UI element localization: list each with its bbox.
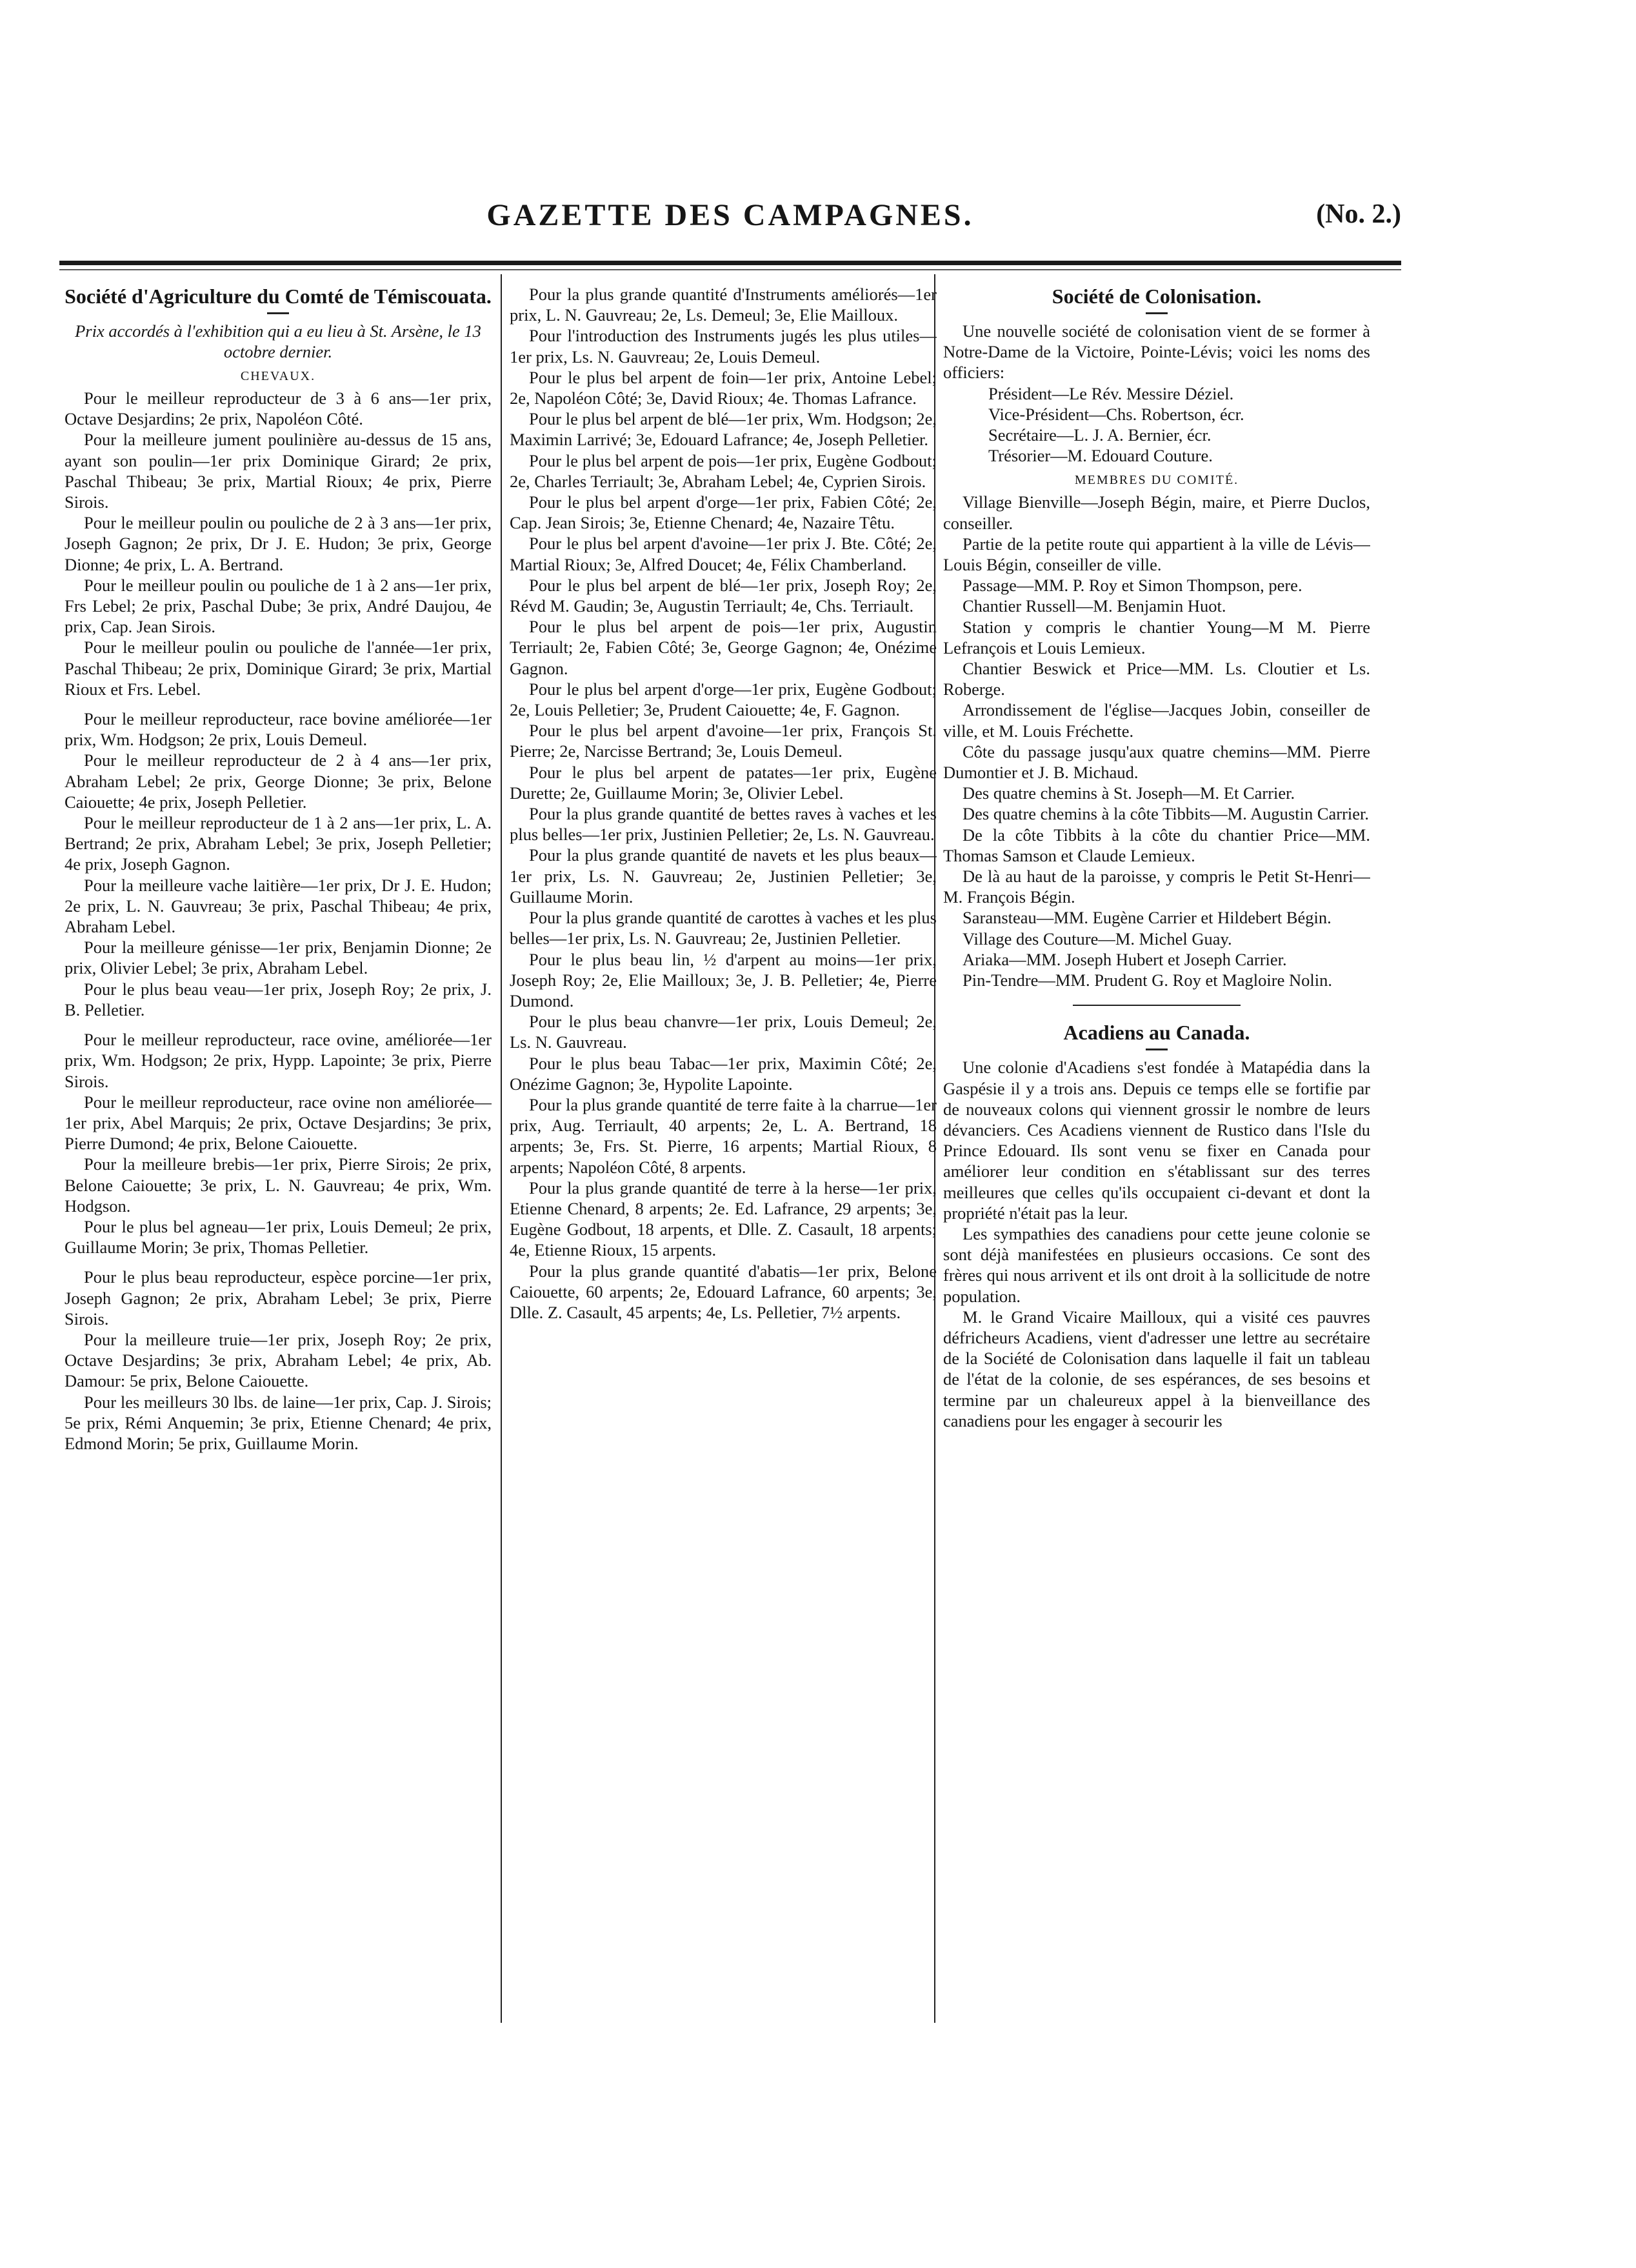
prize-paragraph: Pour la meilleure génisse—1er prix, Benjamin Dionne; 2e prix, Olivier Lebel; 3e prix, Abraham Lebel. [65,938,492,978]
committee-member: Saransteau—MM. Eugène Carrier et Hildebert Bégin. [963,908,1332,928]
prize-paragraph: Pour le plus bel arpent d'avoine—1er prix J. Bte. Côté; 2e, Martial Rioux; 3e, Alfred Doucet; 4e, Félix Chamberland. [510,534,937,574]
prize-paragraph: Pour la plus grande quantité de terre faite à la charrue—1er prix, Aug. Terriault, 40 arpents; 2e, L. A. Bertrand, 18 arpents; 3e, Frs. St. Pierre, 16 arpents; Martial Rioux, 8 arpents; Napoléon Côté, 8 arpents. [510,1094,937,1177]
prize-paragraph: Pour le plus bel arpent de patates—1er prix, Eugène Durette; 2e, Guillaume Morin; 3e, Olivier Lebel. [510,762,937,803]
committee-member: Arrondissement de l'église—Jacques Jobin, conseiller de ville, et M. Louis Fréchette. [943,700,1370,741]
prize-paragraph: Pour la meilleure brebis—1er prix, Pierre Sirois; 2e prix, Belone Caiouette; 3e prix, L. N. Gauvreau; 4e prix, Wm. Hodgson. [65,1154,492,1216]
prize-paragraph: Pour le plus bel arpent de blé—1er prix, Joseph Roy; 2e, Révd M. Gaudin; 3e, Augustin Terriault; 4e, Chs. Terriault. [510,575,937,616]
prize-paragraph: Pour l'introduction des Instruments jugés les plus utiles—1er prix, Ls. N. Gauvreau; 2e, Louis Demeul. [510,326,937,366]
committee-member: Village des Couture—M. Michel Guay. [963,928,1232,948]
prize-paragraph: Pour la plus grande quantité de carottes à vaches et les plus belles—1er prix, Ls. N. Gauvreau; 2e, Justinien Pelletier. [510,908,937,948]
committee-member: Station y compris le chantier Young—M M. Pierre Lefrançois et Louis Lemieux. [943,617,1370,657]
article-heading-agriculture: Société d'Agriculture du Comté de Témiscouata. [65,285,492,308]
masthead-rule-heavy [59,261,1401,265]
prize-paragraph: Pour le plus beau reproducteur, espèce porcine—1er prix, Joseph Gagnon; 2e prix, Abraham Lebel; 3e prix, Pierre Sirois. [65,1267,492,1329]
prize-paragraph: Pour le meilleur reproducteur de 3 à 6 ans—1er prix, Octave Desjardins; 2e prix, Napoléon Côté. [65,388,492,429]
article-heading-acadiens: Acadiens au Canada. [1063,1021,1250,1045]
column-divider-1 [501,274,502,2023]
heading-dash [267,312,289,314]
committee-member: Chantier Beswick et Price—MM. Ls. Cloutier et Ls. Roberge. [943,659,1370,699]
issue-number: (No. 2.) [1316,199,1401,229]
prize-paragraph: Pour le meilleur reproducteur de 2 à 4 ans—1er prix, Abraham Lebel; 2e prix, George Dionne; 3e prix, Belone Caiouette; 4e prix, Joseph Pelletier. [65,750,492,812]
prize-paragraph: Pour le meilleur poulin ou pouliche de 1 à 2 ans—1er prix, Frs Lebel; 2e prix, Paschal Dube; 3e prix, André Daujou, 4e prix, Cap. Jean Sirois. [65,575,492,637]
section-head-chevaux: CHEVAUX. [240,369,316,383]
heading-dash [1146,1049,1168,1050]
prize-paragraph: Pour la plus grande quantité d'Instruments améliorés—1er prix, L. N. Gauvreau; 2e, Ls. Demeul; 3e, Elie Mailloux. [510,285,937,325]
prize-paragraph: Pour le plus beau veau—1er prix, Joseph Roy; 2e prix, J. B. Pelletier. [65,979,492,1019]
prize-paragraph: Pour le plus beau lin, ½ d'arpent au moins—1er prix, Joseph Roy; 2e, Elie Mailloux; 3e, J. B. Pelletier; 4e, Pierre Dumond. [510,949,937,1010]
prize-paragraph: Pour le plus bel arpent d'orge—1er prix, Fabien Côté; 2e, Cap. Jean Sirois; 3e, Etienne Chenard; 4e, Nazaire Têtu. [510,492,937,533]
article-heading-colonisation: Société de Colonisation. [1052,285,1262,308]
prize-paragraph: Pour le meilleur reproducteur, race ovine, améliorée—1er prix, Wm. Hodgson; 2e prix, Hypp. Lapointe; 3e prix, Pierre Sirois. [65,1030,492,1091]
colonisation-intro: Une nouvelle société de colonisation vient de se former à Notre-Dame de la Victoire, Pointe-Lévis; voici les noms des officiers: [943,321,1370,383]
prize-paragraph: Pour la plus grande quantité de terre à la herse—1er prix, Etienne Chenard, 8 arpents; 2e. Ed. Lafrance, 29 arpents; 3e, Eugène Godbout, 18 arpents, et Dlle. Z. Casault, 18 arpents; 4e, Etienne Rioux, 15 arpents. [510,1178,937,1260]
committee-member: Chantier Russell—M. Benjamin Huot. [963,596,1226,616]
prize-paragraph: Pour le plus bel arpent d'orge—1er prix, Eugène Godbout; 2e, Louis Pelletier; 3e, Prudent Caiouette; 4e, F. Gagnon. [510,679,937,720]
masthead-rule-light [59,269,1401,270]
prize-paragraph: Pour la meilleure truie—1er prix, Joseph Roy; 2e prix, Octave Desjardins; 3e prix, Abraham Lebel; 4e prix, Ab. Damour: 5e prix, Belone Caiouette. [65,1329,492,1391]
committee-member: Pin-Tendre—MM. Prudent G. Roy et Magloire Nolin. [963,970,1332,990]
committee-member: De la côte Tibbits à la côte du chantier Price—MM. Thomas Samson et Claude Lemieux. [943,825,1370,865]
agriculture-prize-list [65,388,492,1454]
prize-paragraph: Pour la plus grande quantité d'abatis—1er prix, Belone Caiouette, 60 arpents; 2e, Edouard Lafrance, 60 arpents; 3e, Dlle. Z. Casault, 45 arpents; 4e, Ls. Pelletier, 7½ arpents. [510,1261,937,1322]
officer-line: Président—Le Rév. Messire Déziel. [988,383,1234,403]
heading-dash [1146,312,1168,314]
prize-paragraph: Pour les meilleurs 30 lbs. de laine—1er prix, Cap. J. Sirois; 5e prix, Rémi Anquemin; 3e prix, Etienne Chenard; 4e prix, Edmond Morin; 5e prix, Guillaume Morin. [65,1392,492,1453]
prize-paragraph: Pour le meilleur reproducteur de 1 à 2 ans—1er prix, L. A. Bertrand; 2e prix, Abraham Lebel; 3e prix, Joseph Pelletier; 4e prix, Joseph Gagnon. [65,813,492,874]
prize-paragraph: Pour le meilleur poulin ou pouliche de 2 à 3 ans—1er prix, Joseph Gagnon; 2e prix, Dr J. E. Hudon; 3e prix, George Dionne; 4e prix, L. A. Bertrand. [65,513,492,574]
committee-member: Côte du passage jusqu'aux quatre chemins—MM. Pierre Dumontier et J. B. Michaud. [943,741,1370,783]
committee-member: Partie de la petite route qui appartient à la ville de Lévis—Louis Bégin, conseiller de ville. [943,534,1370,575]
acadiens-paragraph: Les sympathies des canadiens pour cette jeune colonie se sont déjà manifestées en plusieurs occasions. Ce sont des frères qui nous arrivent et ils ont droit à la sollicitude de notre population. [943,1223,1370,1306]
prize-paragraph: Pour le meilleur reproducteur, race bovine améliorée—1er prix, Wm. Hodgson; 2e prix, Louis Demeul. [65,709,492,750]
prize-paragraph: Pour le meilleur poulin ou pouliche de l'année—1er prix, Paschal Thibeau; 2e prix, Dominique Girard; 3e prix, Martial Rioux et Frs. Lebel. [65,637,492,699]
acadiens-paragraph: Une colonie d'Acadiens s'est fondée à Matapédia dans la Gaspésie il y a trois ans. Depuis ce temps elle se fortifie par de nouveaux colons qui viennent grossir le nombre de leurs dévanciers. Ces Acadiens viennent de Rustico dans l'Isle du Prince Edouard. Ils sont venu se fixer en Canada pour améliorer leur condition en s'établissant sur des terres meilleures que celles qu'ils occupaient ci-devant et dont la propriété n'était pas la leur. [943,1058,1370,1223]
committee-member: Ariaka—MM. Joseph Hubert et Joseph Carrier. [963,949,1287,969]
officer-line: Vice-Président—Chs. Robertson, écr. [988,404,1244,424]
committee-member: Des quatre chemins à St. Joseph—M. Et Carrier. [963,783,1295,803]
prize-paragraph: Pour le plus beau Tabac—1er prix, Maximin Côté; 2e, Onézime Gagnon; 3e, Hypolite Lapointe. [510,1053,937,1094]
officer-line: Secrétaire—L. J. A. Bernier, écr. [988,425,1212,445]
prize-paragraph: Pour la meilleure jument poulinière au-dessus de 15 ans, ayant son poulin—1er prix Dominique Girard; 2e prix, Paschal Thibeau; 3e prix, Martial Rioux; 4e prix, Pierre Sirois. [65,430,492,512]
prize-paragraph: Pour le plus bel arpent de pois—1er prix, Eugène Godbout; 2e, Charles Terriault; 3e, Abraham Lebel; 4e, Cyprien Sirois. [510,450,937,491]
prize-paragraph: Pour le plus bel agneau—1er prix, Louis Demeul; 2e prix, Guillaume Morin; 3e prix, Thomas Pelletier. [65,1216,492,1258]
prize-paragraph: Pour le plus bel arpent de foin—1er prix, Antoine Lebel; 2e, Napoléon Côté; 3e, David Rioux; 4e. Thomas Lafrance. [510,367,937,408]
column-colonisation [943,284,1370,2026]
committee-member: Village Bienville—Joseph Bégin, maire, et Pierre Duclos, conseiller. [943,492,1370,533]
prize-paragraph: Pour le plus beau chanvre—1er prix, Louis Demeul; 2e, Ls. N. Gauvreau. [510,1012,937,1052]
committee-heading: MEMBRES DU COMITÉ. [1074,473,1239,488]
committee-member: Des quatre chemins à la côte Tibbits—M. Augustin Carrier. [963,804,1370,824]
prize-paragraph: Pour le plus bel arpent d'avoine—1er prix, François St. Pierre; 2e, Narcisse Bertrand; 3e, Louis Demeul. [510,721,937,761]
acadiens-paragraph: M. le Grand Vicaire Mailloux, qui a visité ces pauvres défricheurs Acadiens, vient d'adresser une lettre au secrétaire de la Société de Colonisation dans laquelle il fait un tableau de l'état de la colonie, de ses espérances, de ses besoins et termine par un chaleureux appel à la bienveillance des canadiens pour les engager à secourir les [943,1307,1370,1430]
prize-paragraph: Pour la meilleure vache laitière—1er prix, Dr J. E. Hudon; 2e prix, L. N. Gauvreau; 3e prix, Paschal Thibeau; 4e prix, Abraham Lebel. [65,875,492,937]
masthead-title: GAZETTE DES CAMPAGNES. [486,198,974,232]
column-agriculture [65,284,492,2026]
officer-line: Trésorier—M. Edouard Couture. [988,446,1213,466]
prize-paragraph: Pour la plus grande quantité de navets et les plus beaux—1er prix, Ls. N. Gauvreau; 2e, Justinien Pelletier; 3e, Guillaume Morin. [510,845,937,907]
column-agriculture-continued [510,284,937,2026]
masthead [59,194,1401,245]
prize-paragraph: Pour le plus bel arpent de pois—1er prix, Augustin Terriault; 2e, Fabien Côté; 3e, George Gagnon; 4e, Onézime Gagnon. [510,617,937,678]
article-separator [1073,1005,1241,1006]
prize-paragraph: Pour le plus bel arpent de blé—1er prix, Wm. Hodgson; 2e, Maximin Larrivé; 3e, Edouard Lafrance; 4e, Joseph Pelletier. [510,409,937,450]
prize-paragraph: Pour le meilleur reproducteur, race ovine non améliorée—1er prix, Abel Marquis; 2e prix, Octave Desjardins; 3e prix, Pierre Dumond; 4e prix, Belone Caiouette. [65,1092,492,1154]
article-subtitle: Prix accordés à l'exhibition qui a eu lieu à St. Arsène, le 13 octobre dernier. [75,321,481,361]
committee-member: Passage—MM. P. Roy et Simon Thompson, pere. [963,576,1302,596]
prize-paragraph: Pour la plus grande quantité de bettes raves à vaches et les plus belles—1er prix, Justinien Pelletier; 2e, Ls. N. Gauvreau. [510,804,937,845]
committee-member: De là au haut de la paroisse, y compris le Petit St-Henri—M. François Bégin. [943,867,1370,907]
